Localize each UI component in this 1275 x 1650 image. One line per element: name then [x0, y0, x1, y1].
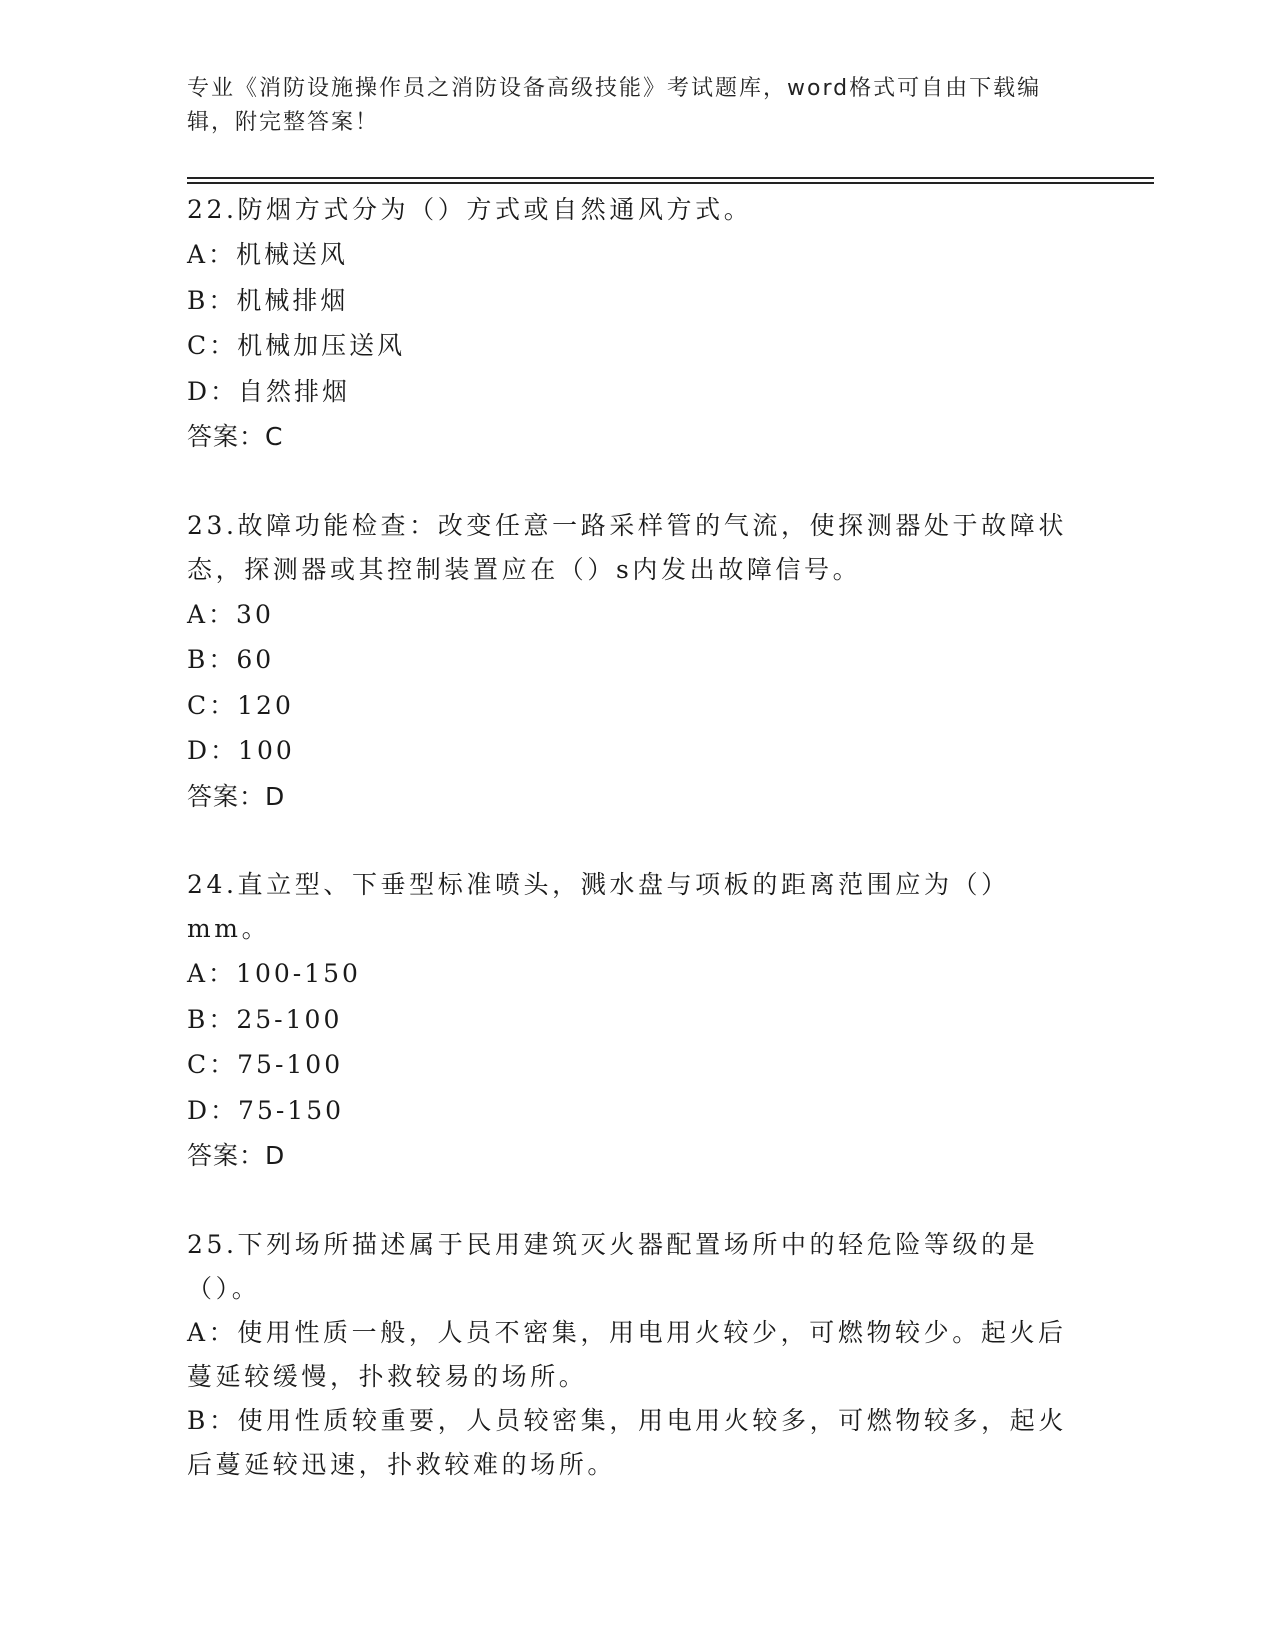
option-c: C：120	[187, 690, 294, 720]
question-25	[187, 1223, 1067, 1487]
option-a: A：使用性质一般，人员不密集，用电用火较少，可燃物较少。起火后蔓延较缓慢，扑救较易的场所。	[187, 1317, 1067, 1391]
option-d: D：自然排烟	[187, 376, 351, 406]
document-header: 专业《消防设施操作员之消防设备高级技能》考试题库，word格式可自由下载编辑，附完整答案！	[187, 76, 1042, 135]
question-stem: 25.下列场所描述属于民用建筑灭火器配置场所中的轻危险等级的是（）。	[187, 1229, 1039, 1303]
option-a: A：100-150	[187, 959, 361, 988]
question-22	[187, 188, 1067, 460]
question-23	[187, 504, 1067, 820]
option-c: C：机械加压送风	[187, 331, 406, 360]
option-d: D：100	[187, 736, 295, 765]
question-stem: 23.故障功能检查：改变任意一路采样管的气流，使探测器处于故障状态，探测器或其控制装置应在（）s内发出故障信号。	[187, 510, 1067, 584]
option-a: A：30	[187, 599, 274, 629]
answer-line: 答案：C	[187, 422, 284, 451]
option-b: B：机械排烟	[187, 285, 349, 315]
header-divider-bottom	[187, 182, 1154, 184]
option-b: B：使用性质较重要，人员较密集，用电用火较多，可燃物较多，起火后蔓延较迅速，扑救较难的场所。	[187, 1405, 1067, 1479]
option-b: B：60	[187, 645, 275, 674]
question-24	[187, 863, 1067, 1179]
header-divider-top	[187, 177, 1154, 179]
option-d: D：75-150	[187, 1095, 345, 1125]
answer-line: 答案：D	[187, 781, 286, 811]
option-c: C：75-100	[187, 1050, 344, 1079]
question-list	[187, 188, 1067, 1487]
option-a: A：机械送风	[187, 240, 349, 269]
option-b: B：25-100	[187, 1004, 343, 1034]
question-stem: 22.防烟方式分为（）方式或自然通风方式。	[187, 195, 753, 224]
answer-line: 答案：D	[187, 1141, 286, 1170]
question-stem: 24.直立型、下垂型标准喷头，溅水盘与项板的距离范围应为（）mm。	[187, 870, 1010, 943]
